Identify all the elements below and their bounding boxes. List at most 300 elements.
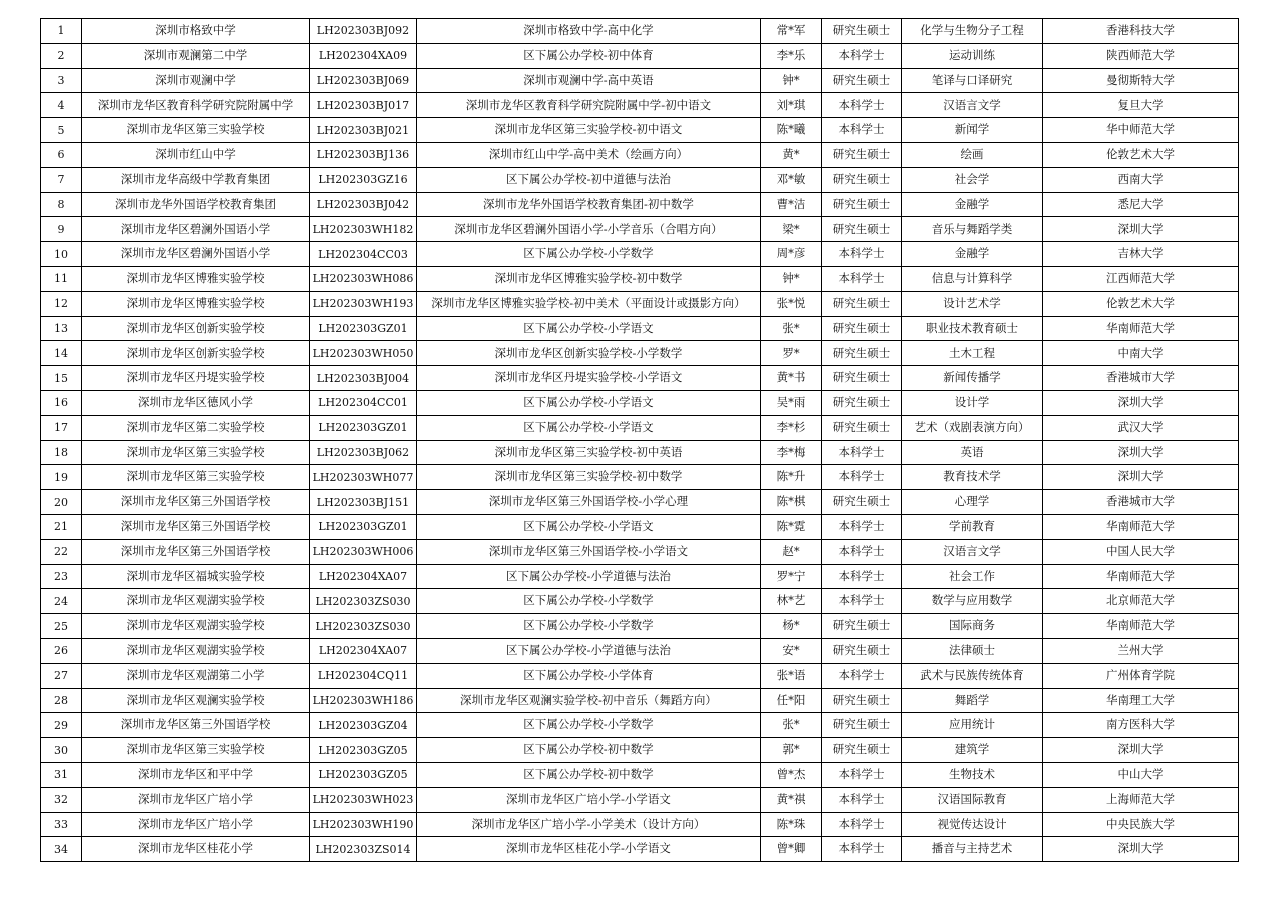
university-cell: 华南师范大学 [1043,614,1239,639]
candidate-name-cell: 李*梅 [761,440,822,465]
major-cell: 新闻传播学 [902,366,1043,391]
row-number-cell: 2 [41,43,82,68]
major-cell: 艺术（戏剧表演方向） [902,415,1043,440]
table-row [41,688,1239,713]
university-cell: 深圳大学 [1043,440,1239,465]
degree-cell: 研究生硕士 [822,167,902,192]
position-code-cell: LH202303WH186 [310,688,417,713]
position-name-cell: 深圳市龙华区第三实验学校-初中数学 [417,465,761,490]
candidate-name-cell: 常*军 [761,19,822,44]
degree-cell: 研究生硕士 [822,142,902,167]
position-code-cell: LH202304XA07 [310,638,417,663]
position-code-cell: LH202303BJ017 [310,93,417,118]
candidate-name-cell: 陈*棋 [761,490,822,515]
degree-cell: 本科学士 [822,43,902,68]
table-row [41,366,1239,391]
table-row [41,440,1239,465]
school-name-cell: 深圳市龙华区第三实验学校 [82,738,310,763]
school-name-cell: 深圳市龙华区福城实验学校 [82,564,310,589]
position-name-cell: 深圳市龙华区观澜实验学校-初中音乐（舞蹈方向） [417,688,761,713]
candidate-name-cell: 张*悦 [761,291,822,316]
university-cell: 兰州大学 [1043,638,1239,663]
university-cell: 深圳大学 [1043,738,1239,763]
position-code-cell: LH202303GZ05 [310,762,417,787]
row-number-cell: 28 [41,688,82,713]
university-cell: 华南师范大学 [1043,564,1239,589]
table-row [41,192,1239,217]
candidate-name-cell: 张* [761,316,822,341]
major-cell: 心理学 [902,490,1043,515]
major-cell: 法律硕士 [902,638,1043,663]
university-cell: 中南大学 [1043,341,1239,366]
candidate-name-cell: 钟* [761,68,822,93]
position-code-cell: LH202303BJ021 [310,118,417,143]
row-number-cell: 19 [41,465,82,490]
degree-cell: 研究生硕士 [822,19,902,44]
position-code-cell: LH202304CQ11 [310,663,417,688]
degree-cell: 本科学士 [822,837,902,862]
row-number-cell: 9 [41,217,82,242]
major-cell: 社会学 [902,167,1043,192]
table-row [41,316,1239,341]
university-cell: 武汉大学 [1043,415,1239,440]
degree-cell: 研究生硕士 [822,341,902,366]
candidate-name-cell: 曹*洁 [761,192,822,217]
degree-cell: 研究生硕士 [822,738,902,763]
position-code-cell: LH202303BJ042 [310,192,417,217]
major-cell: 土木工程 [902,341,1043,366]
university-cell: 陕西师范大学 [1043,43,1239,68]
major-cell: 教育技术学 [902,465,1043,490]
table-row [41,465,1239,490]
table-row [41,589,1239,614]
major-cell: 信息与计算科学 [902,266,1043,291]
position-code-cell: LH202303ZS030 [310,614,417,639]
school-name-cell: 深圳市龙华区博雅实验学校 [82,291,310,316]
candidate-name-cell: 李*杉 [761,415,822,440]
row-number-cell: 8 [41,192,82,217]
row-number-cell: 21 [41,514,82,539]
school-name-cell: 深圳市龙华高级中学教育集团 [82,167,310,192]
school-name-cell: 深圳市龙华区观湖实验学校 [82,638,310,663]
position-code-cell: LH202303GZ01 [310,514,417,539]
row-number-cell: 3 [41,68,82,93]
major-cell: 绘画 [902,142,1043,167]
table-row [41,93,1239,118]
position-code-cell: LH202303BJ004 [310,366,417,391]
university-cell: 华南师范大学 [1043,316,1239,341]
row-number-cell: 22 [41,539,82,564]
position-name-cell: 深圳市红山中学-高中美术（绘画方向） [417,142,761,167]
roster-body [41,19,1239,862]
school-name-cell: 深圳市龙华区第三外国语学校 [82,539,310,564]
position-name-cell: 区下属公办学校-小学体育 [417,663,761,688]
row-number-cell: 6 [41,142,82,167]
position-name-cell: 深圳市龙华区碧澜外国语小学-小学音乐（合唱方向） [417,217,761,242]
school-name-cell: 深圳市龙华区第三实验学校 [82,118,310,143]
major-cell: 笔译与口译研究 [902,68,1043,93]
table-row [41,663,1239,688]
degree-cell: 研究生硕士 [822,217,902,242]
position-name-cell: 区下属公办学校-小学语文 [417,316,761,341]
position-name-cell: 深圳市观澜中学-高中英语 [417,68,761,93]
position-name-cell: 区下属公办学校-小学道德与法治 [417,564,761,589]
degree-cell: 本科学士 [822,812,902,837]
degree-cell: 研究生硕士 [822,316,902,341]
university-cell: 中国人民大学 [1043,539,1239,564]
table-row [41,291,1239,316]
position-code-cell: LH202303WH077 [310,465,417,490]
major-cell: 建筑学 [902,738,1043,763]
position-name-cell: 深圳市龙华区第三实验学校-初中英语 [417,440,761,465]
table-row [41,266,1239,291]
table-row [41,68,1239,93]
university-cell: 曼彻斯特大学 [1043,68,1239,93]
table-row [41,167,1239,192]
row-number-cell: 7 [41,167,82,192]
university-cell: 中山大学 [1043,762,1239,787]
candidate-name-cell: 黄*祺 [761,787,822,812]
candidate-name-cell: 曾*卿 [761,837,822,862]
table-row [41,242,1239,267]
school-name-cell: 深圳市龙华区丹堤实验学校 [82,366,310,391]
row-number-cell: 33 [41,812,82,837]
degree-cell: 研究生硕士 [822,688,902,713]
row-number-cell: 27 [41,663,82,688]
position-code-cell: LH202303WH050 [310,341,417,366]
candidate-name-cell: 张*语 [761,663,822,688]
school-name-cell: 深圳市龙华区广培小学 [82,812,310,837]
university-cell: 北京师范大学 [1043,589,1239,614]
candidate-name-cell: 钟* [761,266,822,291]
university-cell: 江西师范大学 [1043,266,1239,291]
candidate-name-cell: 赵* [761,539,822,564]
position-name-cell: 区下属公办学校-小学数学 [417,242,761,267]
major-cell: 设计学 [902,390,1043,415]
table-row [41,341,1239,366]
table-row [41,614,1239,639]
major-cell: 国际商务 [902,614,1043,639]
position-code-cell: LH202303GZ05 [310,738,417,763]
degree-cell: 本科学士 [822,440,902,465]
school-name-cell: 深圳市龙华区桂花小学 [82,837,310,862]
school-name-cell: 深圳市龙华区观湖第二小学 [82,663,310,688]
candidate-name-cell: 陈*升 [761,465,822,490]
row-number-cell: 23 [41,564,82,589]
degree-cell: 本科学士 [822,465,902,490]
major-cell: 设计艺术学 [902,291,1043,316]
university-cell: 伦敦艺术大学 [1043,142,1239,167]
table-row [41,390,1239,415]
university-cell: 西南大学 [1043,167,1239,192]
candidate-name-cell: 林*艺 [761,589,822,614]
row-number-cell: 31 [41,762,82,787]
major-cell: 化学与生物分子工程 [902,19,1043,44]
university-cell: 悉尼大学 [1043,192,1239,217]
position-name-cell: 深圳市龙华区广培小学-小学语文 [417,787,761,812]
candidate-name-cell: 陈*珠 [761,812,822,837]
position-name-cell: 区下属公办学校-初中数学 [417,738,761,763]
degree-cell: 本科学士 [822,93,902,118]
university-cell: 华中师范大学 [1043,118,1239,143]
degree-cell: 研究生硕士 [822,713,902,738]
position-code-cell: LH202303BJ151 [310,490,417,515]
school-name-cell: 深圳市观澜第二中学 [82,43,310,68]
school-name-cell: 深圳市龙华区观澜实验学校 [82,688,310,713]
major-cell: 职业技术教育硕士 [902,316,1043,341]
position-code-cell: LH202303WH190 [310,812,417,837]
row-number-cell: 24 [41,589,82,614]
table-row [41,738,1239,763]
table-row [41,142,1239,167]
school-name-cell: 深圳市龙华外国语学校教育集团 [82,192,310,217]
university-cell: 深圳大学 [1043,217,1239,242]
position-name-cell: 区下属公办学校-小学语文 [417,514,761,539]
table-row [41,564,1239,589]
school-name-cell: 深圳市龙华区第三实验学校 [82,465,310,490]
university-cell: 深圳大学 [1043,837,1239,862]
university-cell: 吉林大学 [1043,242,1239,267]
position-name-cell: 区下属公办学校-小学道德与法治 [417,638,761,663]
position-code-cell: LH202303GZ04 [310,713,417,738]
row-number-cell: 32 [41,787,82,812]
major-cell: 舞蹈学 [902,688,1043,713]
table-row [41,713,1239,738]
major-cell: 社会工作 [902,564,1043,589]
major-cell: 音乐与舞蹈学类 [902,217,1043,242]
school-name-cell: 深圳市龙华区观湖实验学校 [82,589,310,614]
candidate-name-cell: 吴*雨 [761,390,822,415]
row-number-cell: 29 [41,713,82,738]
university-cell: 广州体育学院 [1043,663,1239,688]
position-name-cell: 区下属公办学校-小学数学 [417,614,761,639]
candidate-name-cell: 黄*书 [761,366,822,391]
candidate-name-cell: 张* [761,713,822,738]
major-cell: 英语 [902,440,1043,465]
degree-cell: 本科学士 [822,663,902,688]
table-row [41,217,1239,242]
row-number-cell: 20 [41,490,82,515]
position-code-cell: LH202304CC03 [310,242,417,267]
degree-cell: 本科学士 [822,539,902,564]
school-name-cell: 深圳市龙华区第三外国语学校 [82,514,310,539]
position-code-cell: LH202303GZ01 [310,316,417,341]
degree-cell: 研究生硕士 [822,614,902,639]
row-number-cell: 15 [41,366,82,391]
row-number-cell: 10 [41,242,82,267]
position-name-cell: 区下属公办学校-小学数学 [417,713,761,738]
university-cell: 上海师范大学 [1043,787,1239,812]
university-cell: 华南师范大学 [1043,514,1239,539]
candidate-roster-table [40,18,1239,862]
degree-cell: 研究生硕士 [822,366,902,391]
row-number-cell: 17 [41,415,82,440]
major-cell: 视觉传达设计 [902,812,1043,837]
major-cell: 汉语国际教育 [902,787,1043,812]
school-name-cell: 深圳市龙华区碧澜外国语小学 [82,242,310,267]
row-number-cell: 26 [41,638,82,663]
table-row [41,415,1239,440]
degree-cell: 本科学士 [822,762,902,787]
position-name-cell: 区下属公办学校-小学语文 [417,415,761,440]
candidate-name-cell: 郭* [761,738,822,763]
table-row [41,118,1239,143]
position-name-cell: 区下属公办学校-初中体育 [417,43,761,68]
university-cell: 深圳大学 [1043,465,1239,490]
major-cell: 汉语言文学 [902,93,1043,118]
school-name-cell: 深圳市龙华区和平中学 [82,762,310,787]
degree-cell: 研究生硕士 [822,68,902,93]
row-number-cell: 16 [41,390,82,415]
position-name-cell: 区下属公办学校-初中数学 [417,762,761,787]
table-row [41,490,1239,515]
position-name-cell: 深圳市龙华区丹堤实验学校-小学语文 [417,366,761,391]
position-code-cell: LH202303BJ092 [310,19,417,44]
table-row [41,638,1239,663]
candidate-name-cell: 罗* [761,341,822,366]
degree-cell: 研究生硕士 [822,291,902,316]
position-name-cell: 区下属公办学校-小学数学 [417,589,761,614]
degree-cell: 本科学士 [822,118,902,143]
degree-cell: 本科学士 [822,266,902,291]
position-name-cell: 区下属公办学校-初中道德与法治 [417,167,761,192]
position-code-cell: LH202303BJ136 [310,142,417,167]
major-cell: 生物技术 [902,762,1043,787]
candidate-name-cell: 黄* [761,142,822,167]
university-cell: 复旦大学 [1043,93,1239,118]
candidate-name-cell: 刘*琪 [761,93,822,118]
major-cell: 运动训练 [902,43,1043,68]
position-code-cell: LH202303GZ01 [310,415,417,440]
degree-cell: 研究生硕士 [822,638,902,663]
degree-cell: 本科学士 [822,564,902,589]
position-code-cell: LH202303WH086 [310,266,417,291]
position-code-cell: LH202303ZS030 [310,589,417,614]
degree-cell: 研究生硕士 [822,490,902,515]
school-name-cell: 深圳市龙华区广培小学 [82,787,310,812]
degree-cell: 本科学士 [822,514,902,539]
candidate-name-cell: 曾*杰 [761,762,822,787]
table-row [41,812,1239,837]
candidate-name-cell: 任*阳 [761,688,822,713]
university-cell: 香港城市大学 [1043,366,1239,391]
major-cell: 学前教育 [902,514,1043,539]
degree-cell: 本科学士 [822,787,902,812]
table-row [41,837,1239,862]
university-cell: 深圳大学 [1043,390,1239,415]
school-name-cell: 深圳市格致中学 [82,19,310,44]
candidate-name-cell: 周*彦 [761,242,822,267]
table-row [41,787,1239,812]
university-cell: 香港科技大学 [1043,19,1239,44]
school-name-cell: 深圳市龙华区创新实验学校 [82,341,310,366]
degree-cell: 研究生硕士 [822,192,902,217]
school-name-cell: 深圳市龙华区博雅实验学校 [82,266,310,291]
university-cell: 华南理工大学 [1043,688,1239,713]
row-number-cell: 25 [41,614,82,639]
school-name-cell: 深圳市龙华区教育科学研究院附属中学 [82,93,310,118]
position-name-cell: 深圳市龙华区创新实验学校-小学数学 [417,341,761,366]
university-cell: 香港城市大学 [1043,490,1239,515]
major-cell: 金融学 [902,242,1043,267]
school-name-cell: 深圳市龙华区第三外国语学校 [82,490,310,515]
position-name-cell: 深圳市龙华区广培小学-小学美术（设计方向） [417,812,761,837]
school-name-cell: 深圳市龙华区第三实验学校 [82,440,310,465]
row-number-cell: 34 [41,837,82,862]
position-name-cell: 深圳市龙华区第三外国语学校-小学语文 [417,539,761,564]
university-cell: 中央民族大学 [1043,812,1239,837]
row-number-cell: 11 [41,266,82,291]
position-name-cell: 深圳市龙华区桂花小学-小学语文 [417,837,761,862]
university-cell: 南方医科大学 [1043,713,1239,738]
position-code-cell: LH202303GZ16 [310,167,417,192]
candidate-name-cell: 陈*霓 [761,514,822,539]
position-name-cell: 区下属公办学校-小学语文 [417,390,761,415]
major-cell: 金融学 [902,192,1043,217]
position-name-cell: 深圳市龙华区博雅实验学校-初中美术（平面设计或摄影方向） [417,291,761,316]
candidate-name-cell: 陈*曦 [761,118,822,143]
row-number-cell: 14 [41,341,82,366]
candidate-name-cell: 杨* [761,614,822,639]
position-code-cell: LH202303WH023 [310,787,417,812]
table-row [41,762,1239,787]
table-row [41,19,1239,44]
major-cell: 播音与主持艺术 [902,837,1043,862]
candidate-name-cell: 安* [761,638,822,663]
degree-cell: 本科学士 [822,589,902,614]
position-code-cell: LH202303BJ062 [310,440,417,465]
table-row [41,539,1239,564]
position-code-cell: LH202303WH006 [310,539,417,564]
position-name-cell: 深圳市龙华区第三实验学校-初中语文 [417,118,761,143]
position-code-cell: LH202304CC01 [310,390,417,415]
table-row [41,514,1239,539]
degree-cell: 本科学士 [822,242,902,267]
major-cell: 武术与民族传统体育 [902,663,1043,688]
position-name-cell: 深圳市龙华区教育科学研究院附属中学-初中语文 [417,93,761,118]
candidate-name-cell: 梁* [761,217,822,242]
position-name-cell: 深圳市龙华区博雅实验学校-初中数学 [417,266,761,291]
school-name-cell: 深圳市龙华区第二实验学校 [82,415,310,440]
degree-cell: 研究生硕士 [822,390,902,415]
candidate-name-cell: 罗*宁 [761,564,822,589]
major-cell: 汉语言文学 [902,539,1043,564]
candidate-name-cell: 邓*敏 [761,167,822,192]
school-name-cell: 深圳市龙华区创新实验学校 [82,316,310,341]
position-code-cell: LH202303ZS014 [310,837,417,862]
candidate-name-cell: 李*乐 [761,43,822,68]
row-number-cell: 4 [41,93,82,118]
major-cell: 新闻学 [902,118,1043,143]
school-name-cell: 深圳市龙华区德风小学 [82,390,310,415]
position-name-cell: 深圳市格致中学-高中化学 [417,19,761,44]
school-name-cell: 深圳市红山中学 [82,142,310,167]
school-name-cell: 深圳市龙华区碧澜外国语小学 [82,217,310,242]
school-name-cell: 深圳市龙华区观湖实验学校 [82,614,310,639]
row-number-cell: 13 [41,316,82,341]
row-number-cell: 5 [41,118,82,143]
position-code-cell: LH202304XA07 [310,564,417,589]
position-code-cell: LH202303WH193 [310,291,417,316]
school-name-cell: 深圳市龙华区第三外国语学校 [82,713,310,738]
school-name-cell: 深圳市观澜中学 [82,68,310,93]
degree-cell: 研究生硕士 [822,415,902,440]
row-number-cell: 30 [41,738,82,763]
major-cell: 数学与应用数学 [902,589,1043,614]
university-cell: 伦敦艺术大学 [1043,291,1239,316]
position-code-cell: LH202304XA09 [310,43,417,68]
row-number-cell: 18 [41,440,82,465]
